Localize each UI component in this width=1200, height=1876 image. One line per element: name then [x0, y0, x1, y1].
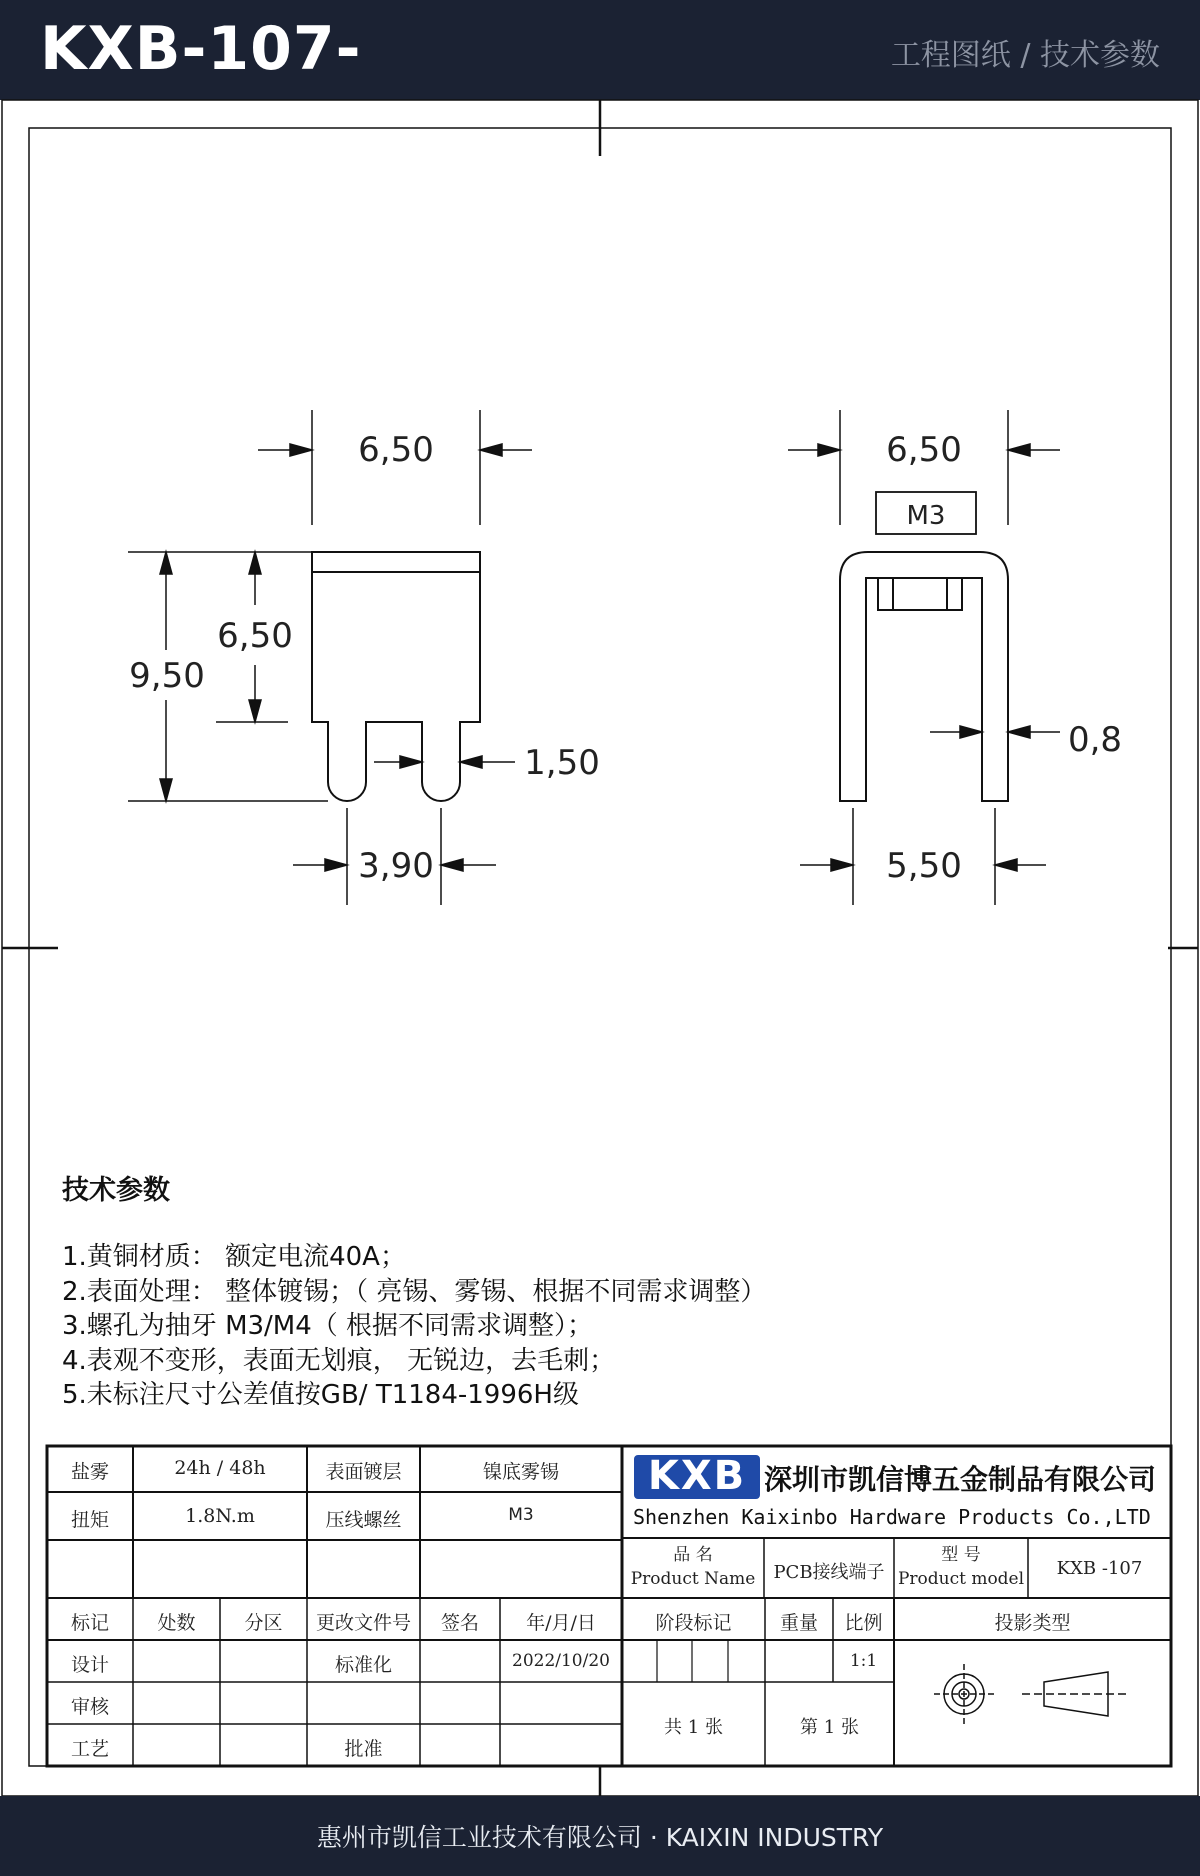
footer-bar: [0, 1796, 1200, 1876]
side-view-labels: [886, 430, 1122, 886]
side-view-dimensions: [788, 410, 1060, 905]
product-model-value: KXB -107: [1056, 1558, 1143, 1579]
tech-item: 4.表观不变形，表面无划痕， 无锐边，去毛刺；: [62, 1345, 616, 1376]
thread-label: M3: [906, 501, 946, 531]
plating-value: 镍底雾锡: [482, 1461, 559, 1483]
projection-label: 投影类型: [994, 1612, 1071, 1634]
projection-symbol: [934, 1664, 1130, 1724]
screw-value: M3: [508, 1505, 534, 1525]
tech-item: 1.黄铜材质： 额定电流40A；: [62, 1242, 406, 1272]
process-label: 工艺: [70, 1738, 109, 1760]
company-name-cn: 深圳市凯信博五金制品有限公司: [764, 1463, 1157, 1496]
design-label: 设计: [70, 1654, 109, 1676]
plating-label: 表面镀层: [325, 1461, 402, 1483]
dim-front-width: 6,50: [358, 430, 434, 470]
torque-value: 1.8N.m: [185, 1505, 255, 1527]
tech-item: 3.螺孔为抽牙 M3/M4（ 根据不同需求调整）；: [62, 1311, 594, 1341]
company-name-en: Shenzhen Kaixinbo Hardware Products Co.,LTD: [633, 1505, 1151, 1529]
tech-item: 2.表面处理： 整体镀锡；（ 亮锡、雾锡、根据不同需求调整）: [62, 1276, 767, 1307]
page-title: KXB-107-: [40, 14, 362, 84]
salt-spray-value: 24h / 48h: [174, 1457, 266, 1479]
footer-text: 惠州市凯信工业技术有限公司 · KAIXIN INDUSTRY: [316, 1823, 884, 1852]
date-value: 2022/10/20: [512, 1651, 610, 1671]
product-model-en: Product model: [897, 1569, 1025, 1589]
product-model-cn: 型 号: [941, 1545, 981, 1565]
header-date: 年/月/日: [526, 1612, 596, 1634]
scale-label: 比例: [844, 1612, 883, 1634]
header-signature: 签名: [440, 1612, 479, 1634]
weight-label: 重量: [779, 1612, 818, 1634]
sheet-border: [2, 100, 1198, 1796]
approve-label: 批准: [344, 1738, 383, 1760]
tech-title: 技术参数: [62, 1175, 170, 1206]
header-change-doc: 更改文件号: [315, 1612, 411, 1634]
sheets-total: 共 1 张: [664, 1717, 723, 1738]
dim-front-upper-height: 6,50: [217, 616, 293, 656]
screw-label: 压线螺丝: [325, 1509, 402, 1531]
product-name-value: PCB接线端子: [773, 1562, 885, 1583]
side-view: [840, 492, 1008, 801]
front-view: [312, 552, 480, 801]
page-subtitle: 工程图纸 / 技术参数: [890, 38, 1160, 73]
stage-label: 阶段标记: [655, 1612, 732, 1634]
product-name-en: Product Name: [630, 1569, 756, 1589]
company-logo-text: KXB: [647, 1453, 747, 1499]
salt-spray-label: 盐雾: [70, 1461, 109, 1483]
dim-side-thickness: 0,8: [1067, 720, 1123, 760]
header-mark: 标记: [70, 1612, 109, 1634]
header-zone: 分区: [244, 1612, 283, 1634]
dim-side-width: 6,50: [886, 430, 962, 470]
dim-front-pin-pitch: 3,90: [358, 846, 434, 886]
review-label: 审核: [70, 1696, 109, 1718]
standard-label: 标准化: [334, 1654, 392, 1676]
header-count: 处数: [157, 1612, 196, 1634]
torque-label: 扭矩: [70, 1509, 109, 1531]
tech-item: 5.未标注尺寸公差值按GB/ T1184-1996H级: [62, 1380, 579, 1410]
dim-front-slot-width: 1,50: [524, 743, 600, 783]
front-view-labels: [129, 430, 600, 886]
dim-front-total-height: 9,50: [129, 656, 205, 696]
scale-value: 1:1: [849, 1651, 878, 1671]
sheet-number: 第 1 张: [800, 1717, 859, 1738]
product-name-cn: 品 名: [673, 1545, 713, 1565]
tech-list: [62, 1240, 766, 1413]
dim-side-inner-width: 5,50: [886, 846, 962, 886]
